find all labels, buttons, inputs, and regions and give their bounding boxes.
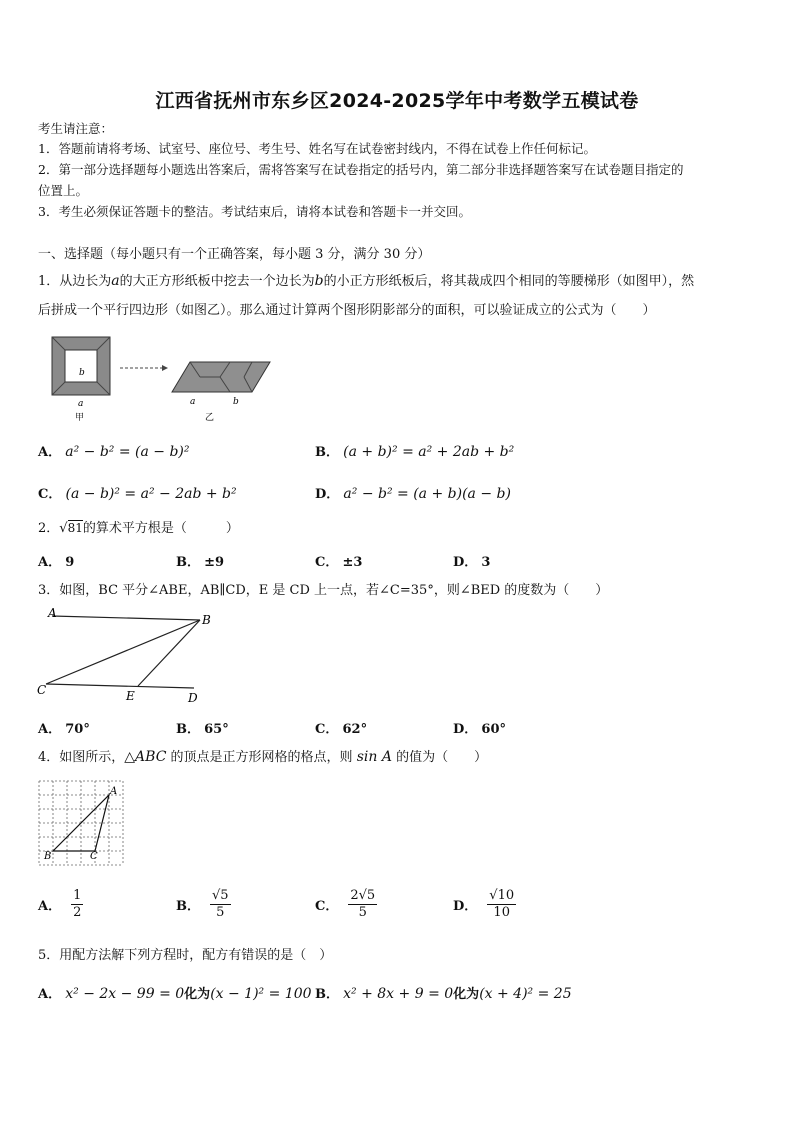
option-label: B． <box>315 445 339 460</box>
q4-grid-figure <box>38 780 128 868</box>
fig-jia-label: 甲 <box>75 413 85 423</box>
arrow-head-icon <box>162 365 168 371</box>
q2-stem <box>38 519 239 538</box>
option-label: D． <box>453 555 478 570</box>
option-eq: x² + 8x + 9 = 0 <box>343 986 454 1002</box>
q3-option-a[interactable] <box>38 718 90 737</box>
option-label: A． <box>38 722 62 737</box>
q3-option-b[interactable] <box>176 718 229 737</box>
option-label: C． <box>315 899 339 914</box>
option-label: A． <box>38 987 62 1002</box>
q3-label-e: E <box>126 689 135 703</box>
q1-figure <box>48 334 278 426</box>
fig-yi-b: b <box>233 397 239 407</box>
q1-var-b: b <box>314 273 324 289</box>
q4-option-d[interactable] <box>453 888 516 921</box>
section-heading: 一、选择题（每小题只有一个正确答案，每小题 3 分，满分 30 分） <box>38 247 431 262</box>
fraction-den: 5 <box>216 905 225 920</box>
option-value: 65° <box>204 722 229 737</box>
option-fraction <box>487 888 516 921</box>
q3-label-a: A <box>48 606 57 620</box>
q2-radicand: 81 <box>67 521 83 535</box>
option-label: C． <box>315 555 339 570</box>
q3-figure <box>36 604 218 708</box>
q1-var-a: a <box>111 273 120 289</box>
q1-line1 <box>38 272 694 291</box>
option-label: C． <box>315 722 339 737</box>
fraction-den: 5 <box>358 905 367 920</box>
option-value: ±9 <box>204 555 225 570</box>
option-label: A． <box>38 899 62 914</box>
option-label: B． <box>315 987 339 1002</box>
option-label: B． <box>176 899 200 914</box>
q4-stem <box>38 748 487 767</box>
q4-option-c[interactable] <box>315 888 377 921</box>
option-res: (x + 4)² = 25 <box>479 986 572 1002</box>
q1-option-c[interactable] <box>38 483 237 502</box>
fraction-den: 10 <box>493 905 510 920</box>
q3-label-d: D <box>188 691 198 705</box>
notice-item-1: 1．答题前请将考场、试室号、座位号、考生号、姓名写在试卷密封线内，不得在试卷上作任何标记。 <box>38 141 596 156</box>
option-value: ±3 <box>342 555 363 570</box>
notice-item-2-cont: 位置上。 <box>38 183 89 198</box>
option-label: B． <box>176 555 200 570</box>
q1-option-b[interactable] <box>315 441 514 460</box>
fig-yi-label: 乙 <box>205 413 215 423</box>
option-label: D． <box>453 899 478 914</box>
q3-label-b: B <box>202 613 211 627</box>
fig-yi-a: a <box>190 397 196 407</box>
option-label: C． <box>38 487 62 502</box>
sqrt-icon: √ <box>59 521 68 536</box>
fraction-num: 2√5 <box>350 888 376 903</box>
q4-option-a[interactable] <box>38 888 83 921</box>
q2-option-b[interactable] <box>176 551 224 570</box>
option-res: (x − 1)² = 100 <box>210 986 312 1002</box>
option-value: 60° <box>481 722 507 737</box>
fraction-den: 2 <box>73 905 82 920</box>
fraction-num: √10 <box>489 888 515 903</box>
option-eq: x² − 2x − 99 = 0 <box>65 986 185 1002</box>
option-value: 3 <box>481 555 491 570</box>
notice-heading: 考生请注意： <box>38 121 114 136</box>
q3-option-d[interactable] <box>453 718 506 737</box>
parallelogram <box>172 362 270 392</box>
notice-item-2: 2．第一部分选择题每小题选出答案后，需将答案写在试卷指定的括号内，第二部分非选择题答案写在试卷题目指定的 <box>38 162 684 177</box>
option-fraction <box>348 888 377 921</box>
q2-text: 的算术平方根是（ ） <box>82 521 239 536</box>
option-mid: 化为 <box>184 987 211 1002</box>
q3-label-c: C <box>37 683 47 697</box>
q4-text-c: 的值为（ ） <box>391 750 488 765</box>
q5-stem: 5．用配方法解下列方程时，配方有错误的是（ ） <box>38 948 333 963</box>
option-expr: (a − b)² = a² − 2ab + b² <box>65 486 237 502</box>
q2-option-c[interactable] <box>315 551 362 570</box>
q4-sin: sin A <box>356 749 392 765</box>
q4-option-b[interactable] <box>176 888 231 921</box>
q4-text-a: 4．如图所示， <box>38 750 125 765</box>
q2-option-a[interactable] <box>38 551 74 570</box>
q1-text-c: 的小正方形纸板后，将其裁成四个相同的等腰梯形（如图甲），然 <box>323 274 695 289</box>
option-expr: (a + b)² = a² + 2ab + b² <box>343 444 515 460</box>
option-mid: 化为 <box>453 987 480 1002</box>
q4-label-c: C <box>90 851 98 862</box>
option-value: 62° <box>342 722 368 737</box>
option-label: A． <box>38 445 62 460</box>
q1-option-a[interactable] <box>38 441 190 460</box>
q1-option-d[interactable] <box>315 483 511 502</box>
fig-a-label: a <box>78 399 84 409</box>
q4-label-a: A <box>110 786 118 797</box>
option-expr: a² − b² = (a + b)(a − b) <box>343 486 511 502</box>
q1-text-a: 1．从边长为 <box>38 274 112 289</box>
page-title: 江西省抚州市东乡区2024-2025学年中考数学五模试卷 <box>155 90 639 112</box>
q5-option-b[interactable] <box>315 983 572 1002</box>
q1-text-b: 的大正方形纸板中挖去一个边长为 <box>119 274 315 289</box>
option-fraction <box>210 888 231 921</box>
q4-text-b: 的顶点是正方形网格的格点，则 <box>166 750 357 765</box>
notice-item-3: 3．考生必须保证答题卡的整洁。考试结束后，请将本试卷和答题卡一并交回。 <box>38 204 471 219</box>
q1-line2: 后拼成一个平行四边形（如图乙）。那么通过计算两个图形阴影部分的面积，可以验证成立的公式为（ ） <box>38 303 656 318</box>
q5-option-a[interactable] <box>38 983 312 1002</box>
q4-triangle: △ABC <box>124 749 167 765</box>
fig-b-label: b <box>79 368 85 378</box>
fraction-num: √5 <box>212 888 229 903</box>
option-fraction <box>71 888 83 921</box>
option-value: 9 <box>65 555 75 570</box>
option-label: D． <box>315 487 340 502</box>
option-expr: a² − b² = (a − b)² <box>65 444 190 460</box>
option-label: B． <box>176 722 200 737</box>
fraction-num: 1 <box>73 888 82 903</box>
option-value: 70° <box>65 722 90 737</box>
q3-stem: 3．如图，BC 平分∠ABE，AB∥CD，E 是 CD 上一点，若∠C=35°，则∠BED 的度数为（ ） <box>38 583 609 598</box>
q2-option-d[interactable] <box>453 551 490 570</box>
q4-label-b: B <box>44 851 52 862</box>
option-label: A． <box>38 555 62 570</box>
option-label: D． <box>453 722 478 737</box>
q3-option-c[interactable] <box>315 718 367 737</box>
q2-num: 2． <box>38 521 60 536</box>
